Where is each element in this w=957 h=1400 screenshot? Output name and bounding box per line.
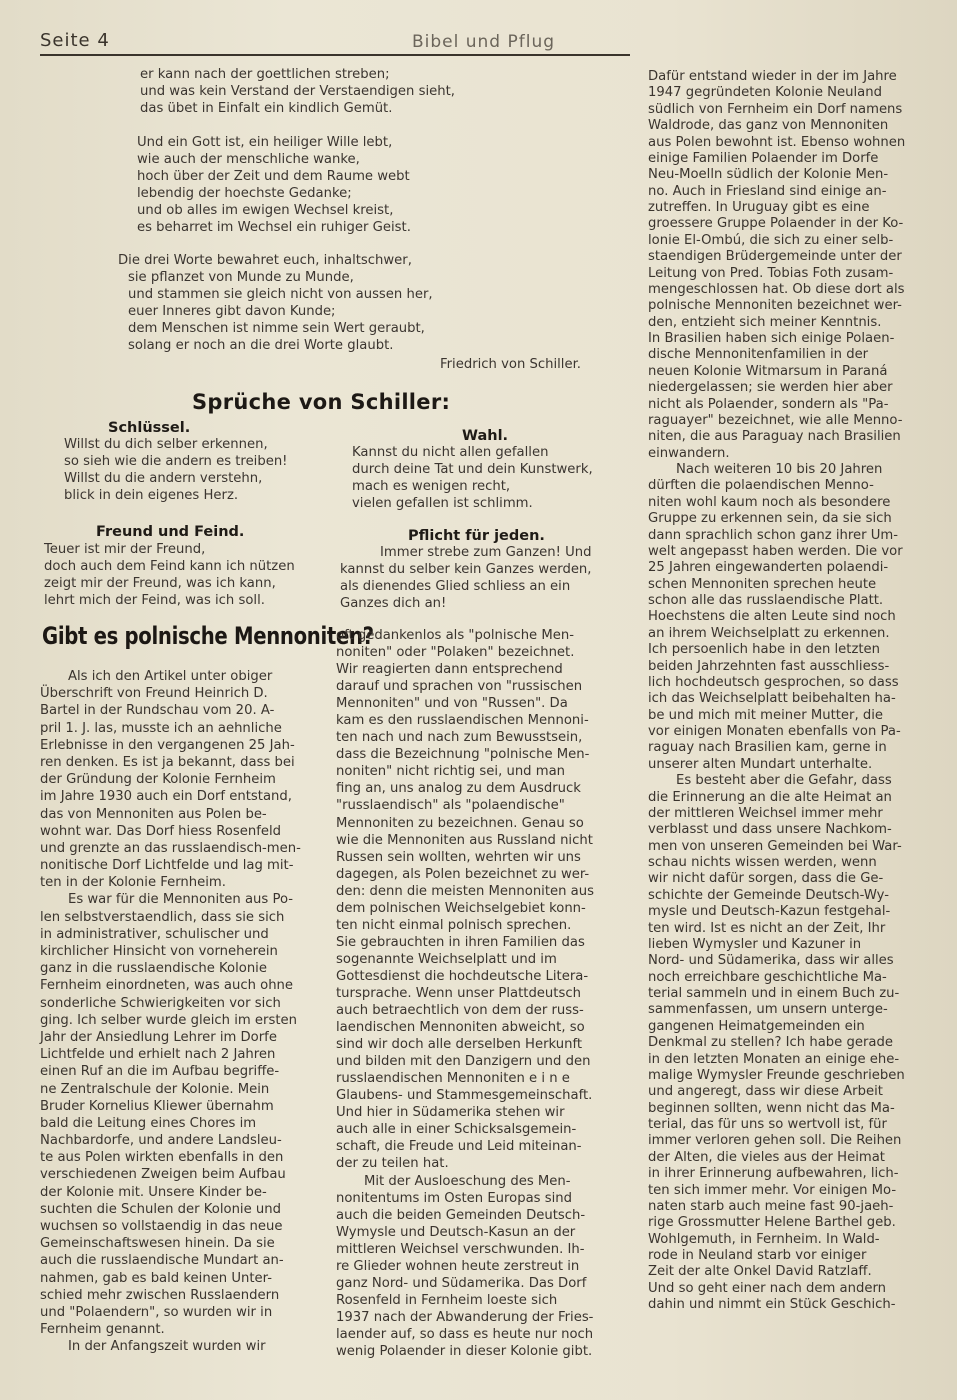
article-line: Nord- und Südamerika, dass wir alles (648, 953, 894, 969)
article-line: ganz in die russlaendische Kolonie (40, 961, 267, 977)
article-line: oft gedankenlos als "polnische Men- (336, 628, 574, 643)
poem-line: lebendig der hoechste Gedanke; (137, 186, 352, 201)
page-header (40, 30, 940, 56)
article-line: Jahr der Ansiedlung Lehrer im Dorfe (40, 1029, 277, 1045)
article-line: Nach weiteren 10 bis 20 Jahren (676, 462, 883, 477)
saying-line: blick in dein eigenes Herz. (64, 488, 239, 503)
article-line: in ihrer Erinnerung aufbewahren, lich- (648, 1166, 899, 1182)
article-line: Gemeinschaftswesen hinein. Da sie (40, 1236, 275, 1252)
article-line: wohnt war. Das Dorf hiess Rosenfeld (40, 823, 282, 839)
article-line: der Alten, die vieles aus der Heimat (648, 1149, 885, 1165)
article-line: sind wir doch alle derselben Herkunft (336, 1037, 583, 1053)
article-line: schichte der Gemeinde Deutsch-Wy- (648, 887, 889, 903)
article-line: Wymysle und Deutsch-Kasun an der (336, 1224, 576, 1240)
article-line: niedergelassen; sie werden hier aber (648, 380, 893, 396)
article-line: Wohlgemuth, in Fernheim. In Wald- (648, 1231, 880, 1247)
article-line: In der Anfangszeit wurden wir (68, 1339, 266, 1355)
saying-text (340, 544, 592, 612)
article-line: te aus Polen wirkten ebenfalls in den (40, 1150, 284, 1166)
article-line: darauf und sprachen von "russischen (336, 679, 583, 695)
article-line: 1937 nach der Abwanderung der Fries- (336, 1309, 594, 1325)
article-line: der Kolonie mit. Unsere Kinder be- (40, 1184, 267, 1200)
article-line: terial sammeln und in einem Buch zu- (648, 986, 900, 1001)
article-line: 1947 gegründeten Kolonie Neuland (648, 85, 882, 101)
poem-line: Die drei Worte bewahret euch, inhaltschwer, (118, 253, 412, 268)
article-line: tursprache. Wenn unser Plattdeutsch (336, 985, 581, 1001)
article-line: Es besteht aber die Gefahr, dass (676, 773, 892, 789)
article-line: be und mich mit meiner Mutter, die (648, 707, 883, 723)
page-number: Seite 4 (40, 30, 110, 51)
article-line: Zeit der alte Onkel David Ratzlaff. (648, 1264, 872, 1280)
article-line: ten nicht einmal polnisch sprechen. (336, 917, 572, 933)
article-line: rige Grossmutter Helene Barthel geb. (648, 1215, 896, 1231)
article-line: Glaubens- und Stammesgemeinschaft. (336, 1088, 593, 1104)
article-line: sonderliche Schwierigkeiten vor sich (40, 995, 281, 1011)
article-line: Fernheim einordneten, was auch ohne (40, 978, 294, 994)
article-line: mengeschlossen hat. Ob diese dort als (648, 281, 905, 297)
article-line: und bilden mit den Danzigern und den (336, 1054, 591, 1070)
article-line: verblasst und dass unsere Nachkom- (648, 822, 892, 838)
sayings-heading: Sprüche von Schiller: (192, 390, 451, 414)
article-line: wenig Polaender in dieser Kolonie gibt. (336, 1343, 593, 1359)
poem-line: wie auch der menschliche wanke, (137, 152, 360, 167)
saying-line: Willst du die andern verstehn, (64, 471, 263, 486)
saying-line: so sieh wie die andern es treiben! (64, 454, 288, 469)
article-line: Fernheim genannt. (40, 1322, 165, 1338)
article-line: Wir reagierten dann entsprechend (336, 662, 563, 678)
article-line: noniten" nicht richtig sei, und man (336, 764, 566, 780)
article-line: pril 1. J. las, musste ich an aehnliche (40, 720, 282, 736)
article-line: lieben Wymysler und Kazuner in (648, 936, 862, 952)
poem-line: das übet in Einfalt ein kindlich Gemüt. (140, 101, 393, 116)
article-line: im Jahre 1930 auch ein Dorf entstand, (40, 789, 292, 805)
article-line: nahmen, gab es bald keinen Unter- (40, 1270, 272, 1286)
article-line: beginnen sollten, wenn nicht das Ma- (648, 1100, 895, 1116)
article-line: kirchlicher Hinsicht von vorneherein (40, 944, 278, 959)
article-line: den, entzieht sich meiner Kenntnis. (648, 314, 882, 330)
article-line: einwandern. (648, 445, 730, 461)
saying-title: Schlüssel. (108, 420, 191, 436)
article-line: ganz Nord- und Südamerika. Das Dorf (336, 1275, 587, 1291)
article-line: einen Ruf an die im Aufbau begriffe- (40, 1064, 280, 1080)
article-line: Dafür entstand wieder in der im Jahre (648, 69, 897, 84)
poem-line: dem Menschen ist nimme sein Wert geraubt, (128, 321, 425, 336)
article-line: Gottesdienst die hochdeutsche Litera- (336, 968, 589, 984)
article-line: dann sprachlich schon ganz ihrer Um- (648, 527, 899, 543)
article-line: dem polnischen Weichselgebiet konn- (336, 900, 586, 916)
article-line: wir nicht dafür sorgen, dass die Ge- (648, 871, 884, 887)
article-line: laender auf, so dass es heute nur noch (336, 1326, 594, 1342)
article-line: raguay nach Brasilien kam, gerne in (648, 740, 887, 756)
article-line: ten nach und nach zum Bewusstsein, (336, 730, 583, 746)
article-line: nonitische Dorf Lichtfelde und lag mit- (40, 858, 294, 874)
article-line: zutreffen. In Uruguay gibt es eine (648, 200, 870, 215)
article-line: schau nichts wissen werden, wenn (648, 855, 877, 870)
saying-line: lehrt mich der Feind, was ich soll. (44, 593, 265, 608)
article-line: wuchsen so vollstaendig in das neue (40, 1219, 283, 1234)
poem-line: und stammen sie gleich nicht von aussen her, (128, 287, 433, 302)
article-line: auch die russlaendische Mundart an- (40, 1253, 284, 1269)
article-line: In Brasilien haben sich einige Polaen- (648, 331, 895, 346)
article-line: beiden Jahrzehnten fast ausschliess- (648, 658, 890, 674)
article-line: kam es den russlaendischen Mennoni- (336, 713, 589, 729)
article-line: ten wird. Ist es nicht an der Zeit, Ihr (648, 920, 886, 936)
article-line: nonitentums im Osten Europas sind (336, 1190, 572, 1206)
saying-line: Teuer ist mir der Freund, (44, 542, 206, 557)
article-line: dische Mennonitenfamilien in der (648, 347, 869, 363)
article-line: vor einigen Monaten ebenfalls von Pa- (648, 724, 901, 739)
article-column-3 (648, 69, 938, 1314)
saying-line: vielen gefallen ist schlimm. (352, 496, 533, 511)
article-line: Mit der Ausloeschung des Men- (364, 1173, 571, 1189)
article-line: dass die Bezeichnung "polnische Men- (336, 747, 590, 763)
article-line: nicht als Polaender, sondern als "Pa- (648, 396, 889, 412)
article-line: ging. Ich selber wurde gleich im ersten (40, 1012, 297, 1028)
article-line: Denkmal zu stellen? Ich habe gerade (648, 1035, 893, 1051)
article-line: raguayer" bezeichnet, wie alle Menno- (648, 412, 903, 428)
article-line: Leitung von Pred. Tobias Foth zusam- (648, 265, 894, 281)
article-line: auch die beiden Gemeinden Deutsch- (336, 1207, 586, 1223)
poem-stanza-1 (140, 66, 455, 117)
article-line: Hoechstens die alten Leute sind noch (648, 609, 896, 625)
poem-line: sie pflanzet von Munde zu Munde, (128, 270, 354, 285)
saying-text (44, 541, 295, 609)
saying-line: Immer strebe zum Ganzen! Und (380, 545, 592, 560)
article-line: Erlebnisse in den vergangenen 25 Jah- (40, 737, 295, 753)
article-line: schon alle das russlaendische Platt. (648, 593, 884, 608)
article-line: dürften die polaendischen Menno- (648, 478, 874, 494)
article-line: mysle und Deutsch-Kazun festgehal- (648, 904, 891, 920)
article-line: noniten" oder "Polaken" bezeichnet. (336, 645, 575, 661)
article-line: dagegen, als Polen bezeichnet zu wer- (336, 866, 590, 882)
article-line: aus Polen bewohnt ist. Ebenso wohnen (648, 134, 906, 150)
article-line: immer verloren gehen soll. Die Reihen (648, 1133, 902, 1149)
poem-line: und was kein Verstand der Verstaendigen sieht, (140, 84, 455, 99)
article-line: Bartel in der Rundschau vom 20. A- (40, 703, 275, 719)
article-line: Gruppe zu erkennen sein, da sie sich (648, 511, 892, 527)
article-line: schied mehr zwischen Russlaendern (40, 1287, 280, 1303)
article-line: russlaendischen Mennoniten e i n e (336, 1071, 570, 1087)
article-line: welt angepasst haben werden. Die vor (648, 543, 903, 559)
article-line: ich das Weichselplatt beibehalten ha- (648, 691, 896, 707)
article-line: dahin und nimmt ein Stück Geschich- (648, 1297, 896, 1313)
article-line: malige Wymysler Freunde geschrieben (648, 1067, 905, 1083)
article-line: südlich von Fernheim ein Dorf namens (648, 101, 903, 117)
article-column-1 (40, 668, 320, 1356)
article-line: "russlaendisch" als "polaendische" (336, 798, 565, 814)
article-line: polnische Mennoniten bezeichnet wer- (648, 298, 902, 314)
poem-line: hoch über der Zeit und dem Raume webt (137, 169, 410, 184)
article-line: schaft, die Freude und Leid miteinan- (336, 1139, 582, 1155)
poem-line: Und ein Gott ist, ein heiliger Wille lebt, (137, 135, 393, 150)
article-line: Und hier in Südamerika stehen wir (336, 1105, 565, 1121)
poem-author: Friedrich von Schiller. (440, 357, 581, 372)
saying-line: als dienendes Glied schliess an ein (340, 579, 571, 594)
saying-line: zeigt mir der Freund, was ich kann, (44, 576, 276, 591)
saying-line: kannst du selber kein Ganzes werden, (340, 562, 592, 577)
article-line: Neu-Moelln südlich der Kolonie Men- (648, 167, 889, 183)
article-line: fing an, uns analog zu dem Ausdruck (336, 781, 581, 797)
article-line: sogenannte Weichselplatt und im (336, 951, 557, 967)
article-line: wie die Mennoniten aus Russland nicht (336, 832, 593, 848)
article-line: die Erinnerung an die alte Heimat an (648, 789, 892, 805)
saying-title: Pflicht für jeden. (408, 528, 545, 544)
article-line: no. Auch in Friesland sind einige an- (648, 183, 887, 199)
article-line: den: denn die meisten Mennoniten aus (336, 883, 594, 899)
saying-title: Wahl. (462, 428, 509, 444)
article-line: der zu teilen hat. (336, 1156, 449, 1172)
article-headline: Gibt es polnische Mennoniten? (42, 622, 374, 650)
article-line: verschiedenen Zweigen beim Aufbau (40, 1167, 286, 1183)
article-line: und "Polaendern", so wurden wir in (40, 1304, 273, 1320)
header-rule (40, 54, 630, 56)
saying-text (64, 436, 287, 504)
article-line: lich hochdeutsch gesprochen, so dass (648, 674, 899, 690)
article-line: Nachbardorfe, und andere Landsleu- (40, 1133, 282, 1149)
article-line: gangenen Heimatgemeinden ein (648, 1018, 865, 1034)
article-line: und angeregt, dass wir diese Arbeit (648, 1084, 883, 1100)
article-line: laendischen Mennoniten abweicht, so (336, 1020, 585, 1036)
poem-stanza-3 (118, 252, 433, 354)
article-line: Russen sein wollten, wehrten wir uns (336, 849, 581, 865)
article-line: Ich persoenlich habe in den letzten (648, 642, 881, 658)
article-line: ten in der Kolonie Fernheim. (40, 875, 226, 891)
article-line: ne Zentralschule der Kolonie. Mein (40, 1081, 270, 1097)
article-line: mittleren Weichsel verschwunden. Ih- (336, 1241, 585, 1257)
poem-line: euer Inneres gibt davon Kunde; (128, 304, 336, 319)
article-line: der mittleren Weichsel immer mehr (648, 805, 883, 821)
article-line: lonie El-Ombú, die sich zu einer selb- (648, 232, 894, 248)
article-line: Waldrode, das ganz von Mennoniten (648, 118, 889, 134)
saying-line: Ganzes dich an! (340, 596, 447, 611)
article-line: rode in Neuland starb vor einiger (648, 1248, 867, 1263)
saying-line: durch deine Tat und dein Kunstwerk, (352, 462, 593, 477)
article-line: einige Familien Polaender im Dorfe (648, 150, 879, 166)
article-line: len selbstverstaendlich, dass sie sich (40, 909, 285, 925)
article-line: Lichtfelde und erhielt nach 2 Jahren (40, 1047, 276, 1063)
article-line: Mennoniten zu bezeichnen. Genau so (336, 815, 584, 831)
article-line: groessere Gruppe Polaender in der Ko- (648, 216, 904, 232)
article-line: staendigen Brüdergemeinde unter der (648, 249, 902, 265)
article-line: 25 Jahren eingewanderten polaendi- (648, 560, 889, 576)
poem-line: solang er noch an die drei Worte glaubt. (128, 338, 394, 353)
article-line: Und so geht einer nach dem andern (648, 1280, 887, 1296)
article-line: bald die Leitung eines Chores im (40, 1115, 257, 1131)
article-line: Es war für die Mennoniten aus Po- (68, 892, 294, 908)
article-line: ten sich immer mehr. Vor einigen Mo- (648, 1182, 897, 1198)
article-line: terial, das für uns so wertvoll ist, für (648, 1117, 887, 1132)
article-line: in administrativer, schulischer und (40, 926, 269, 942)
article-line: Überschrift von Freund Heinrich D. (40, 686, 268, 702)
article-line: Sie gebrauchten in ihren Familien das (336, 934, 585, 950)
article-line: re Glieder wohnen heute zerstreut in (336, 1258, 580, 1274)
article-line: niten wohl kaum noch als besondere (648, 494, 891, 510)
article-line: noch erreichbare geschichtliche Ma- (648, 969, 887, 985)
poem-line: es beharret im Wechsel ein ruhiger Geist. (137, 220, 411, 235)
article-line: men von unseren Gemeinden bei War- (648, 838, 902, 854)
article-column-2 (336, 627, 626, 1360)
article-line: Als ich den Artikel unter obiger (68, 669, 273, 684)
article-line: Bruder Kornelius Kliewer übernahm (40, 1098, 274, 1114)
article-line: der Gründung der Kolonie Fernheim (40, 772, 276, 788)
saying-line: mach es wenigen recht, (352, 479, 511, 494)
article-line: sammenfassen, um unsern unterge- (648, 1002, 888, 1018)
article-line: Mennoniten" und von "Russen". Da (336, 696, 568, 712)
saying-line: Willst du dich selber erkennen, (64, 437, 268, 452)
article-line: das von Mennoniten aus Polen be- (40, 806, 267, 822)
article-line: suchten die Schulen der Kolonie und (40, 1201, 281, 1217)
article-line: und grenzte an das russlaendisch-men- (40, 840, 301, 856)
article-line: niten, die aus Paraguay nach Brasilien (648, 429, 901, 445)
saying-line: doch auch dem Feind kann ich nützen (44, 559, 295, 574)
article-line: naten starb auch meine fast 90-jaeh- (648, 1198, 894, 1214)
newspaper-title: Bibel und Pflug (412, 32, 556, 52)
article-line: an ihrem Weichselplatt zu erkennen. (648, 625, 890, 641)
article-line: Rosenfeld in Fernheim loeste sich (336, 1292, 558, 1308)
saying-line: Kannst du nicht allen gefallen (352, 445, 549, 460)
poem-line: und ob alles im ewigen Wechsel kreist, (137, 203, 394, 218)
article-line: unserer alten Mundart unterhalte. (648, 756, 873, 772)
poem-stanza-2 (137, 134, 411, 236)
poem-line: er kann nach der goettlichen streben; (140, 67, 390, 82)
article-line: in den letzten Monaten an einige ehe- (648, 1051, 900, 1067)
article-line: schen Mennoniten sprechen heute (648, 576, 877, 592)
saying-text (352, 444, 593, 512)
article-line: auch betraechtlich von dem der russ- (336, 1003, 584, 1019)
article-line: ren denken. Es ist ja bekannt, dass bei (40, 754, 295, 770)
article-line: auch alle in einer Schicksalsgemein- (336, 1122, 577, 1138)
saying-title: Freund und Feind. (96, 524, 245, 540)
article-line: neuen Kolonie Witmarsum in Paraná (648, 363, 888, 379)
